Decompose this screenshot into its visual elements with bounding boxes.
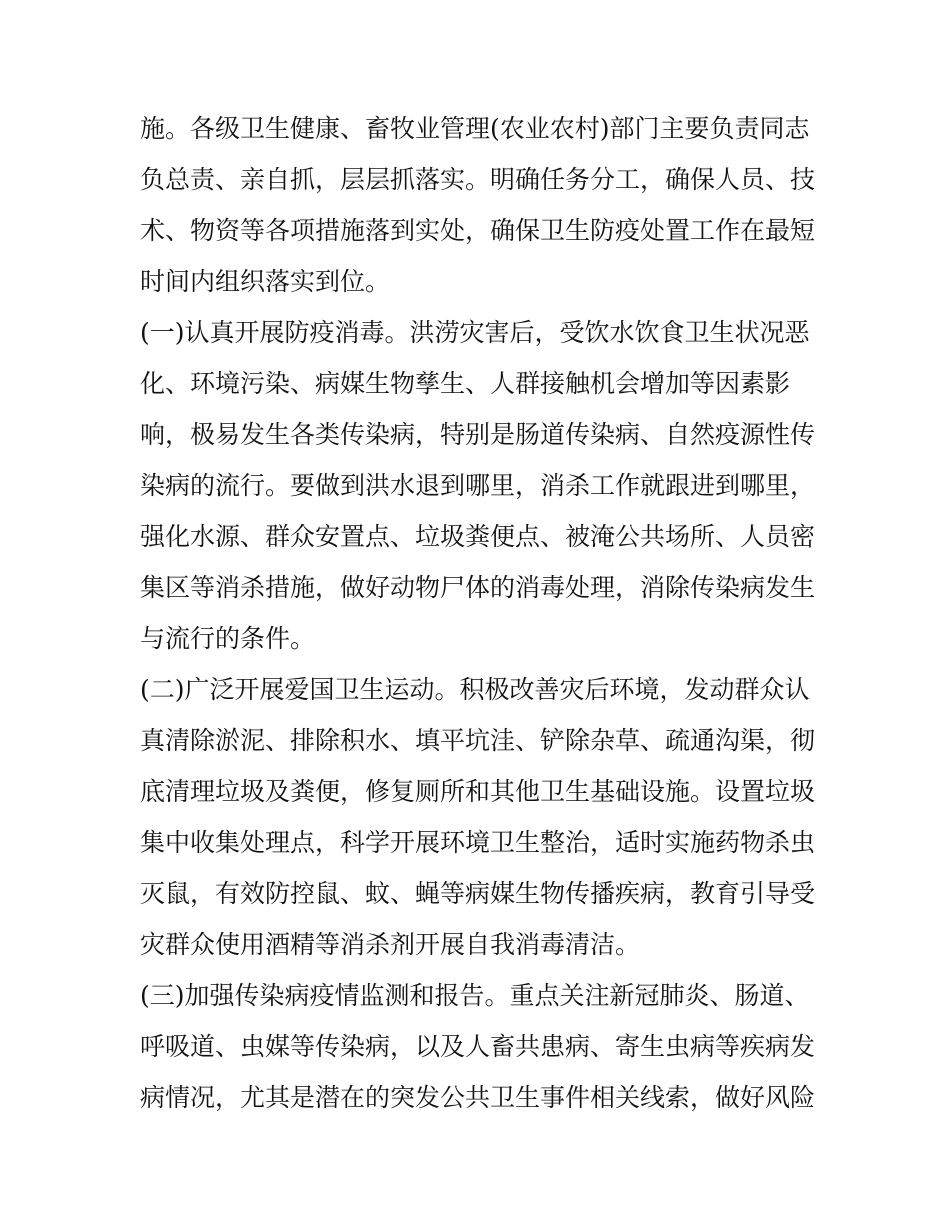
text-line: 病情况，尤其是潜在的突发公共卫生事件相关线索，做好风险	[140, 1083, 816, 1112]
text-line: 化、环境污染、病媒生物孳生、人群接触机会增加等因素影	[140, 369, 791, 398]
text-line: 底清理垃圾及粪便，修复厕所和其他卫生基础设施。设置垃圾	[140, 777, 816, 806]
text-line: 灭鼠，有效防控鼠、蚊、蝇等病媒生物传播疾病，教育引导受	[140, 879, 816, 908]
text-line: 与流行的条件。	[140, 624, 316, 653]
text-line: 呼吸道、虫媒等传染病，以及人畜共患病、寄生虫病等疾病发	[140, 1032, 816, 1061]
text-line: 染病的流行。要做到洪水退到哪里，消杀工作就跟进到哪里，	[140, 471, 816, 500]
text-line: (三)加强传染病疫情监测和报告。重点关注新冠肺炎、肠道、	[140, 981, 810, 1010]
text-line: 真清除淤泥、排除积水、填平坑洼、铲除杂草、疏通沟渠，彻	[140, 726, 816, 755]
text-line: (二)广泛开展爱国卫生运动。积极改善灾后环境，发动群众认	[140, 675, 810, 704]
text-line: 灾群众使用酒精等消杀剂开展自我消毒清洁。	[140, 930, 641, 959]
text-line: 术、物资等各项措施落到实处，确保卫生防疫处置工作在最短	[140, 216, 816, 245]
text-line: 负总责、亲自抓，层层抓落实。明确任务分工，确保人员、技	[140, 165, 816, 194]
text-line: 集中收集处理点，科学开展环境卫生整治，适时实施药物杀虫	[140, 828, 816, 857]
text-line: (一)认真开展防疫消毒。洪涝灾害后，受饮水饮食卫生状况恶	[140, 318, 810, 347]
text-line: 响，极易发生各类传染病，特别是肠道传染病、自然疫源性传	[140, 420, 816, 449]
text-line: 时间内组织落实到位。	[140, 267, 391, 296]
document-text	[140, 103, 820, 1123]
text-line: 集区等消杀措施，做好动物尸体的消毒处理，消除传染病发生	[140, 573, 816, 602]
text-line: 强化水源、群众安置点、垃圾粪便点、被淹公共场所、人员密	[140, 522, 816, 551]
text-line: 施。各级卫生健康、畜牧业管理(农业农村)部门主要负责同志	[140, 114, 810, 143]
